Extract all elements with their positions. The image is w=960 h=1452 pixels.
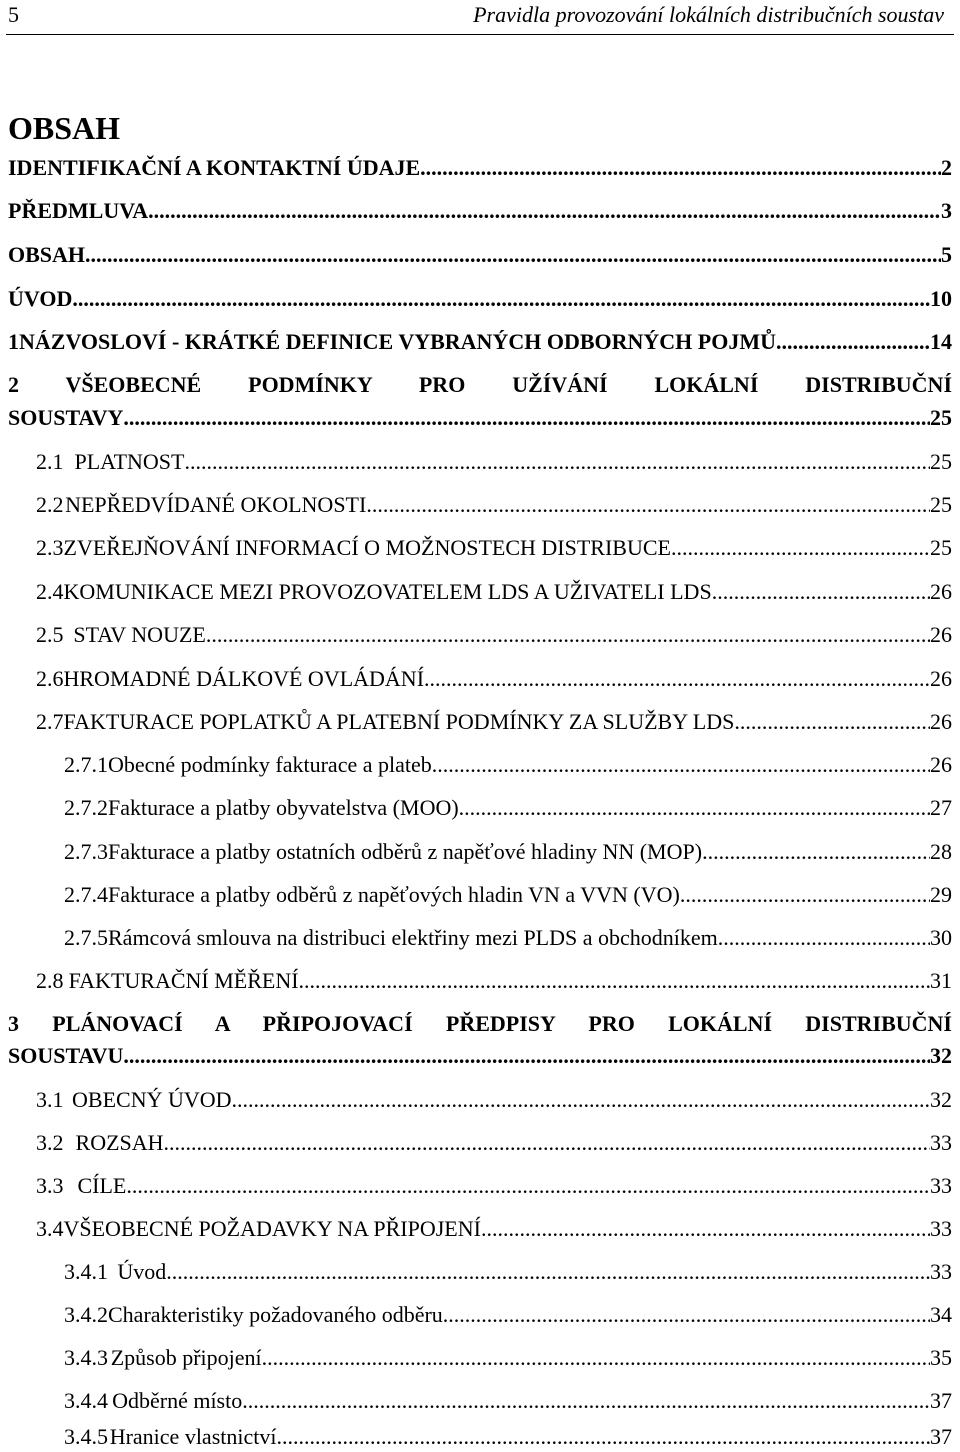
toc-leader-dots <box>126 1173 930 1199</box>
toc-page-number: 25 <box>930 492 952 517</box>
toc-entry[interactable] <box>36 622 952 648</box>
toc-entry[interactable] <box>8 405 952 431</box>
toc-entry[interactable] <box>8 155 952 181</box>
toc-leader-dots <box>123 1043 930 1069</box>
toc-entry[interactable] <box>64 1259 952 1285</box>
toc-entry[interactable] <box>36 1173 952 1199</box>
toc-page-number: 14 <box>930 329 952 354</box>
toc-entry-title: FAKTURAČNÍ MĚŘENÍ <box>68 968 299 993</box>
toc-section-number: 2.7 <box>36 709 64 734</box>
toc-entry-title: NEPŘEDVÍDANÉ OKOLNOSTI <box>65 492 367 517</box>
toc-leader-dots <box>734 709 930 735</box>
toc-page-number: 31 <box>930 968 952 993</box>
toc-leader-dots <box>206 622 930 648</box>
toc-entry-title: SOUSTAVY <box>8 405 124 430</box>
toc-entry-title: Úvod <box>117 1259 167 1284</box>
toc-entry-title: ZVEŘEJŇOVÁNÍ INFORMACÍ O MOŽNOSTECH DISTRIBUCE <box>63 535 671 560</box>
toc-section-number: 3.4.5 <box>64 1424 108 1449</box>
running-title: Pravidla provozování lokálních distribučních soustav <box>473 2 944 27</box>
toc-page-number: 25 <box>930 535 952 560</box>
toc-section-number: 3.4.4 <box>64 1388 108 1413</box>
toc-entry-title: IDENTIFIKAČNÍ A KONTAKTNÍ ÚDAJE <box>8 155 421 180</box>
toc-section-number: 2.7.4 <box>64 882 108 907</box>
toc-page-number: 30 <box>930 925 952 950</box>
toc-page-number: 5 <box>941 242 952 267</box>
toc-entry[interactable] <box>36 579 952 605</box>
toc-page-number: 28 <box>930 839 952 864</box>
toc-leader-dots <box>702 839 930 865</box>
toc-leader-dots <box>85 242 941 268</box>
toc-entry[interactable] <box>64 925 952 951</box>
toc-leader-dots <box>420 155 941 181</box>
toc-section-number: 3.2 <box>36 1130 64 1155</box>
toc-page-number: 33 <box>930 1216 952 1241</box>
toc-section-number: 2.7.5 <box>64 925 108 950</box>
toc-page-number: 37 <box>930 1424 952 1449</box>
toc-leader-dots <box>718 925 930 951</box>
toc-section-number: 1 <box>8 329 19 354</box>
toc-entry-title: Charakteristiky požadovaného odběru <box>108 1302 443 1327</box>
toc-leader-dots <box>242 1388 930 1414</box>
toc-entry[interactable] <box>36 709 952 735</box>
toc-section-number: 2.2 <box>36 492 64 517</box>
toc-page-number: 34 <box>930 1302 952 1327</box>
toc-page-number: 10 <box>930 286 952 311</box>
toc-entry-title: Rámcová smlouva na distribuci elektřiny mezi PLDS a obchodníkem <box>108 925 718 950</box>
toc-page-number: 33 <box>930 1173 952 1198</box>
toc-entry-title: KOMUNIKACE MEZI PROVOZOVATELEM LDS A UŽIVATELI LDS <box>63 579 712 604</box>
toc-entry[interactable] <box>64 1345 952 1371</box>
toc-entry-title: HROMADNÉ DÁLKOVÉ OVLÁDÁNÍ <box>63 666 425 691</box>
toc-entry-title: ÚVOD <box>8 286 73 311</box>
toc-section-number: 2.7.3 <box>64 839 108 864</box>
toc-entry-title: Fakturace a platby obyvatelstva (MOO) <box>108 795 459 820</box>
toc-entry[interactable] <box>36 1087 952 1113</box>
toc-entry-title: STAV NOUZE <box>73 622 206 647</box>
toc-page-number: 26 <box>930 666 952 691</box>
toc-page-number: 26 <box>930 709 952 734</box>
toc-page-number: 33 <box>930 1130 952 1155</box>
toc-section-number: 2.5 <box>36 622 64 647</box>
toc-page-number: 33 <box>930 1259 952 1284</box>
toc-leader-dots <box>671 535 930 561</box>
toc-entry[interactable] <box>64 1388 952 1414</box>
toc-page-number: 26 <box>930 622 952 647</box>
toc-leader-dots <box>432 752 930 778</box>
toc-entry-chapter-3-heading[interactable]: 3 PLÁNOVACÍ A PŘIPOJOVACÍ PŘEDPISY PRO LOKÁLNÍ DISTRIBUČNÍ <box>8 1011 952 1036</box>
toc-section-number: 3.1 <box>36 1087 64 1112</box>
toc-entry[interactable] <box>8 286 952 312</box>
toc-entry-title: Fakturace a platby ostatních odběrů z napěťové hladiny NN (MOP) <box>108 839 703 864</box>
toc-page-number: 25 <box>930 449 952 474</box>
toc-page-number: 32 <box>930 1043 952 1068</box>
toc-page-number: 25 <box>930 405 952 430</box>
toc-page-number: 32 <box>930 1087 952 1112</box>
toc-page-number: 37 <box>930 1388 952 1413</box>
toc-entry[interactable] <box>36 1130 952 1156</box>
toc-section-number: 3.4.2 <box>64 1302 108 1327</box>
toc-entry[interactable] <box>64 839 952 865</box>
toc-entry[interactable] <box>36 535 952 561</box>
toc-entry[interactable] <box>64 1302 952 1328</box>
toc-section-number: 2.8 <box>36 968 64 993</box>
toc-leader-dots <box>424 666 930 692</box>
toc-section-number: 2.3 <box>36 535 64 560</box>
toc-leader-dots <box>459 795 930 821</box>
toc-entry-title: CÍLE <box>77 1173 127 1198</box>
toc-section-number: 2.7.2 <box>64 795 108 820</box>
page-title: OBSAH <box>8 110 121 146</box>
toc-entry[interactable] <box>64 752 952 778</box>
toc-leader-dots <box>680 882 930 908</box>
toc-entry-title: Obecné podmínky fakturace a plateb <box>108 752 432 777</box>
page-header <box>0 0 960 40</box>
toc-entry[interactable] <box>8 1043 952 1069</box>
page-number: 5 <box>8 2 19 27</box>
toc-entry-title: OBSAH <box>8 242 86 267</box>
toc-entry-title: Fakturace a platby odběrů z napěťových hladin VN a VVN (VO) <box>108 882 680 907</box>
toc-leader-dots <box>366 492 930 518</box>
toc-leader-dots <box>776 329 930 355</box>
toc-entry-title: PLATNOST <box>74 449 185 474</box>
toc-leader-dots <box>123 405 930 431</box>
toc-page-number: 26 <box>930 752 952 777</box>
toc-page-number: 29 <box>930 882 952 907</box>
toc-section-number: 3.4.1 <box>64 1259 108 1284</box>
toc-entry[interactable] <box>36 666 952 692</box>
toc-leader-dots <box>232 1087 930 1113</box>
toc-page-number: 26 <box>930 579 952 604</box>
toc-leader-dots <box>481 1216 930 1242</box>
toc-leader-dots <box>443 1302 930 1328</box>
toc-entry-title: Způsob připojení <box>110 1345 262 1370</box>
toc-entry[interactable] <box>64 882 952 908</box>
toc-section-number: 3.4.3 <box>64 1345 108 1370</box>
toc-entry[interactable] <box>36 492 952 518</box>
toc-section-number: 2.6 <box>36 666 64 691</box>
toc-entry-chapter-2-heading[interactable]: 2 VŠEOBECNÉ PODMÍNKY PRO UŽÍVÁNÍ LOKÁLNÍ DISTRIBUČNÍ <box>8 372 952 397</box>
toc-leader-dots <box>184 449 930 475</box>
toc-entry-title: Odběrné místo <box>112 1388 243 1413</box>
toc-entry[interactable] <box>64 1424 952 1450</box>
header-divider <box>6 34 954 35</box>
toc-leader-dots <box>166 1259 930 1285</box>
toc-page-number: 27 <box>930 795 952 820</box>
toc-entry[interactable] <box>8 329 952 355</box>
toc-leader-dots <box>148 198 941 224</box>
toc-page-number: 35 <box>930 1345 952 1370</box>
toc-entry-title: ROZSAH <box>75 1130 164 1155</box>
toc-entry[interactable] <box>64 795 952 821</box>
toc-leader-dots <box>164 1130 930 1156</box>
toc-entry-title: OBECNÝ ÚVOD <box>72 1087 232 1112</box>
toc-page-number: 2 <box>941 155 952 180</box>
toc-entry[interactable] <box>36 449 952 475</box>
toc-entry[interactable] <box>8 242 952 268</box>
toc-leader-dots <box>299 968 930 994</box>
toc-entry-title: VŠEOBECNÉ POŽADAVKY NA PŘIPOJENÍ <box>63 1216 481 1241</box>
toc-section-number: 2.4 <box>36 579 64 604</box>
toc-leader-dots <box>72 286 930 312</box>
toc-entry[interactable] <box>36 968 952 994</box>
toc-section-number: 2.7.1 <box>64 752 108 777</box>
toc-section-number: 3.4 <box>36 1216 64 1241</box>
toc-entry[interactable] <box>36 1216 952 1242</box>
toc-leader-dots <box>276 1424 930 1450</box>
toc-leader-dots <box>712 579 930 605</box>
toc-entry-title: Hranice vlastnictví <box>109 1424 277 1449</box>
toc-entry-title: PŘEDMLUVA <box>8 198 149 223</box>
toc-section-number: 2.1 <box>36 449 64 474</box>
toc-leader-dots <box>262 1345 930 1371</box>
toc-entry-title: FAKTURACE POPLATKŮ A PLATEBNÍ PODMÍNKY ZA SLUŽBY LDS <box>63 709 735 734</box>
toc-entry-title: SOUSTAVU <box>8 1043 124 1068</box>
toc-section-number: 3.3 <box>36 1173 64 1198</box>
toc-entry[interactable] <box>8 198 952 224</box>
toc-entry-title: NÁZVOSLOVÍ - KRÁTKÉ DEFINICE VYBRANÝCH ODBORNÝCH POJMŮ <box>19 329 776 354</box>
toc-page-number: 3 <box>941 198 952 223</box>
